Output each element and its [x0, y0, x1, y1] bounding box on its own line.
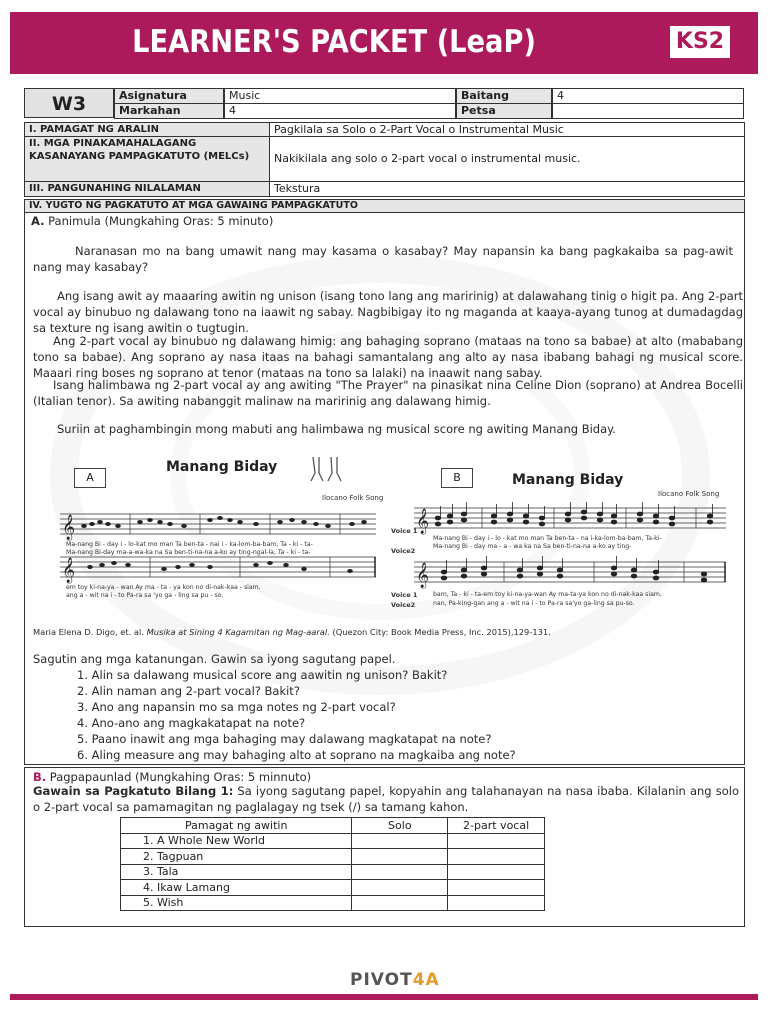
two-part-checkbox-cell[interactable]	[448, 880, 545, 896]
paragraph-unison: Ang isang awit ay maaaring awitin ng unison (isang tono lang ang maririnig) at dalawahang tinig o higit pa. Ang 2-part vocal ay binubuo ng dalawang tono na iaawit ng sabay. Nagbibigay ito ng maganda at kaaya-ayang tunog at dumadagdag sa texture ng isang awitin o tugtugin.	[33, 289, 743, 335]
song-title-cell: 2. Tagpuan	[121, 849, 352, 865]
baitang-value: 4	[552, 88, 744, 104]
question-item: 2. Alin naman ang 2-part vocal? Bakit?	[77, 684, 300, 698]
activity-text: Sa iyong sagutang papel, kopyahin ang talahanayan na nasa ibaba. Kilalanin ang solo o 2-part vocal sa pamamagitan ng paglalagay ng tsek (/) sa tamang kahon.	[33, 784, 739, 814]
song-title-cell: 1. A Whole New World	[121, 833, 352, 849]
section-1-value: Pagkilala sa Solo o 2-Part Vocal o Instrumental Music	[269, 122, 745, 137]
paragraph-instruction: Suriin at paghambingin mong mabuti ang halimbawa ng musical score ng awiting Manang Biday.	[57, 422, 616, 436]
citation-rest: (Quezon City: Book Media Press, Inc. 2015),129-131.	[329, 627, 551, 637]
table-header-title: Pamagat ng awitin	[121, 818, 352, 834]
song-title-cell: 3. Tala	[121, 864, 352, 880]
question-item: 3. Ano ang napansin mo sa mga notes ng 2-part vocal?	[77, 700, 396, 714]
question-item: 1. Alin sa dalawang musical score ang aawitin ng unison? Bakit?	[77, 668, 448, 682]
score-b-label: B	[441, 468, 473, 488]
part-b-heading-text: Pagpapaunlad (Mungkahing Oras: 5 minnuto)	[49, 770, 312, 784]
dancers-illustration	[305, 455, 345, 485]
score-b-staff-2	[414, 556, 728, 592]
score-b-voice2-label-2: Voice2	[391, 601, 416, 609]
logo-text: PIVOT	[350, 970, 413, 990]
section-3-label: III. PANGUNAHING NILALAMAN	[24, 181, 270, 197]
section-2-value: Nakikilala ang solo o 2-part vocal o instrumental music.	[269, 136, 745, 182]
song-title-cell: 5. Wish	[121, 895, 352, 911]
paragraph-two-part: Ang 2-part vocal ay binubuo ng dalawang himig: ang bahaging soprano (mataas na tono sa babae) at alto (mababang tono sa babae). Ang soprano ay nasa itaas na bahagi samantalang ang alto ay nasa ibabang bahagi ng musical score. Maaari ring boses ng soprano at tenor (mataas na tono sa lalaki) na inaawit nang sabay.	[33, 334, 743, 380]
question-item: 4. Ano-ano ang magkakatapat na note?	[77, 716, 306, 730]
footer-bar	[10, 994, 758, 1000]
score-a-lyric-3: em toy ki-na-ya - wan Ay ma - ta - ya kon no di-nak-kaa - siam,	[66, 584, 261, 591]
table-row	[121, 849, 545, 865]
section-3-value: Tekstura	[269, 181, 745, 197]
score-a-subtitle: Ilocano Folk Song	[322, 494, 384, 502]
baitang-label: Baitang	[456, 88, 552, 104]
score-b-lyric-4: nan, Pa-king-gan ang a - wit na i - to Pa-ra sa'yo ga-ling sa pu-so.	[433, 600, 635, 607]
solo-checkbox-cell[interactable]	[352, 833, 448, 849]
identification-table	[120, 817, 545, 911]
questions-intro: Sagutin ang mga katanungan. Gawin sa iyong sagutang papel.	[33, 652, 396, 666]
table-header-two-part: 2-part vocal	[448, 818, 545, 834]
svg-text:𝄞: 𝄞	[62, 558, 76, 583]
logo-accent: 4A	[412, 970, 440, 990]
question-item: 6. Aling measure ang may bahaging alto at soprano na magkaiba ang note?	[77, 748, 516, 762]
table-row	[121, 833, 545, 849]
table-header-solo: Solo	[352, 818, 448, 834]
part-b-letter: B.	[33, 770, 47, 784]
petsa-value	[552, 103, 744, 119]
two-part-checkbox-cell[interactable]	[448, 864, 545, 880]
score-a-label: A	[74, 468, 106, 488]
petsa-label: Petsa	[456, 103, 552, 119]
header-banner	[10, 12, 758, 74]
section-1-label: I. PAMAGAT NG ARALIN	[24, 122, 270, 137]
section-4-label: IV. YUGTO NG PAGKATUTO AT MGA GAWAING PAMPAGKATUTO	[24, 199, 745, 213]
part-a-letter: A.	[31, 214, 45, 228]
score-a-staff-2	[60, 553, 380, 587]
solo-checkbox-cell[interactable]	[352, 849, 448, 865]
two-part-checkbox-cell[interactable]	[448, 849, 545, 865]
score-b-lyric-1: Ma-nang Bi - day i - lo - kat mo man Ta ben-ta - na i-ka-lom-ba-bam, Ta-ki-	[433, 535, 662, 542]
solo-checkbox-cell[interactable]	[352, 895, 448, 911]
table-row	[121, 864, 545, 880]
svg-text:𝄞: 𝄞	[416, 563, 430, 588]
score-b-voice2-label-1: Voice2	[391, 547, 416, 555]
packet-title: LEARNER'S PACKET (LeaP)	[132, 24, 536, 60]
solo-checkbox-cell[interactable]	[352, 864, 448, 880]
score-b-subtitle: Ilocano Folk Song	[658, 490, 720, 498]
score-a-lyric-2: Ma-nang Bi-day ma-a-wa-ka na Sa ben-ti-na-na a-ko ay ting-ngal-la, Ta - ki - ta-	[66, 549, 311, 556]
svg-text:𝄞: 𝄞	[62, 515, 76, 540]
table-header-row	[121, 818, 545, 834]
song-title-cell: 4. Ikaw Lamang	[121, 880, 352, 896]
score-b-lyric-2: Ma-nang Bi - day ma - a - wa ka na Sa ben-ti-na-na a-ko ay ting-	[433, 543, 632, 550]
week-label: W3	[24, 88, 114, 118]
questions-list	[77, 667, 516, 763]
two-part-checkbox-cell[interactable]	[448, 895, 545, 911]
table-row	[121, 880, 545, 896]
table-body	[121, 833, 545, 911]
question-item: 5. Paano inawit ang mga bahaging may dalawang magkatapat na note?	[77, 732, 492, 746]
table-row	[121, 895, 545, 911]
part-a-heading-text: Panimula (Mungkahing Oras: 5 minuto)	[48, 214, 274, 228]
solo-checkbox-cell[interactable]	[352, 880, 448, 896]
asignatura-label: Asignatura	[114, 88, 224, 104]
citation-author: Maria Elena D. Digo, et. al.	[33, 627, 147, 637]
markahan-label: Markahan	[114, 103, 224, 119]
score-b-voice1-label-1: Voice 1	[391, 527, 418, 535]
svg-text:𝄞: 𝄞	[416, 509, 430, 534]
grade-badge: KS2	[670, 26, 730, 58]
score-b-voice1-label-2: Voice 1	[391, 591, 418, 599]
activity-instructions	[33, 783, 739, 815]
score-b-lyric-3: bam, Ta - ki - ta-em toy ki-na-ya-wan Ay ma-ta-ya kon no di-nak-kaa siam,	[433, 591, 662, 598]
intro-paragraph: Naranasan mo na bang umawit nang may kasama o kasabay? May napansin ka bang pagkakaiba sa pag-awit nang may kasabay?	[33, 244, 733, 274]
score-b-title: Manang Biday	[512, 472, 624, 488]
score-a-title: Manang Biday	[166, 459, 278, 475]
citation-title: Musika at Sining 4 Kagamitan ng Mag-aaral.	[146, 627, 330, 637]
score-a-lyric-1: Ma-nang Bi - day i - lo-kat mo man Ta ben-ta - nai i - ka-lom-ba-bam, Ta - ki - ta-	[66, 541, 313, 548]
part-a-heading	[31, 213, 273, 229]
markahan-value: 4	[224, 103, 456, 119]
score-a-lyric-4: ang a - wit na i - to Pa-ra sa 'yo ga - ling sa pu - so.	[66, 592, 224, 599]
two-part-checkbox-cell[interactable]	[448, 833, 545, 849]
section-2-label: II. MGA PINAKAMAHALAGANG KASANAYANG PAMPAGKATUTO (MELCs)	[24, 136, 270, 182]
paragraph-example: Isang halimbawa ng 2-part vocal ay ang awiting "The Prayer" na pinasikat nina Celine Dion (soprano) at Andrea Bocelli (Italian tenor). Sa awiting nabanggit malinaw na maririnig ang dalawang himig.	[33, 378, 743, 408]
pivot-logo	[350, 970, 440, 990]
citation	[33, 626, 551, 638]
activity-label: Gawain sa Pagkatuto Bilang 1:	[33, 784, 234, 798]
asignatura-value: Music	[224, 88, 456, 104]
